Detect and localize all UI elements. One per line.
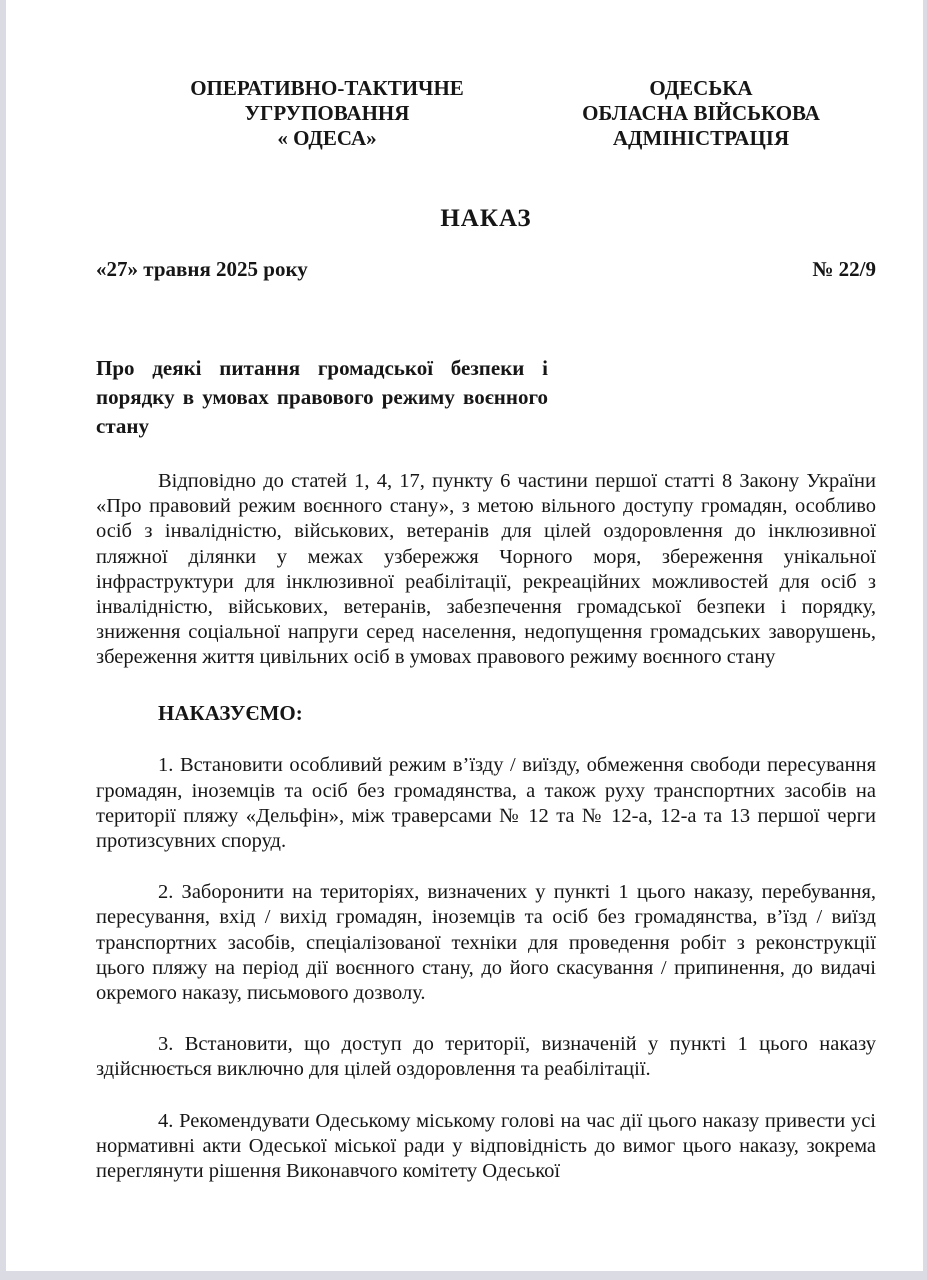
order-item-4: 4. Рекомендувати Одеському міському голові на час дії цього наказу привести усі нормативні акти Одеської міської ради у відповідність до вимог цього наказу, зокрема переглянути рішення Виконавчого комітету Одеської: [96, 1109, 876, 1183]
order-number: № 22/9: [812, 257, 876, 281]
decree-heading: НАКАЗУЄМО:: [158, 700, 303, 725]
letterhead-right-line: ОБЛАСНА ВІЙСЬКОВА: [582, 101, 820, 125]
letterhead-left-line: ОПЕРАТИВНО-ТАКТИЧНЕ: [190, 76, 464, 100]
issuing-authority-left: [182, 76, 472, 151]
order-item-3: 3. Встановити, що доступ до території, визначеній у пункті 1 цього наказу здійснюється виключно для цілей оздоровлення та реабілітації.: [96, 1033, 876, 1081]
order-subject: Про деякі питання громадської безпеки і порядку в умовах правового режиму воєнного стану: [96, 356, 548, 438]
order-item-1: 1. Встановити особливий режим в’їзду / виїзду, обмеження свободи пересування громадян, іноземців та осіб без громадянства, а також руху транспортних засобів на території пляжу «Дельфін», між траверсами № 12 та № 12-а, 12-а та 13 першої черги протизсувних споруд.: [96, 754, 876, 853]
order-body: [96, 469, 876, 1184]
document-title: НАКАЗ: [440, 205, 532, 232]
letterhead-right-line: ОДЕСЬКА: [649, 76, 753, 100]
date-number-row: [96, 257, 876, 282]
order-item-2: 2. Заборонити на територіях, визначених у пункті 1 цього наказу, перебування, пересування, вхід / вихід громадян, іноземців та осіб без громадянства, в’їзд / виїзд транспортних засобів, спеціалізованої техніки для проведення робіт з реконструкції цього пляжу на період дії воєнного стану, до його скасування / припинення, до видачі окремого наказу, письмового дозволу.: [96, 881, 876, 1005]
letterhead-left-line: « ОДЕСА»: [277, 126, 377, 150]
letterhead-right-line: АДМІНІСТРАЦІЯ: [612, 126, 790, 150]
letterhead-left-line: УГРУПОВАННЯ: [244, 101, 410, 125]
document-sheet: [6, 0, 923, 1271]
order-date: «27» травня 2025 року: [96, 257, 308, 281]
letterhead: [96, 0, 876, 151]
issuing-authority-right: [574, 76, 828, 151]
preamble-paragraph: Відповідно до статей 1, 4, 17, пункту 6 частини першої статті 8 Закону України «Про правовий режим воєнного стану», з метою вільного доступу громадян, особливо осіб з інвалідністю, військових, ветеранів для цілей оздоровлення до інклюзивної пляжної ділянки у межах узбережжя Чорного моря, збереження унікальної інфраструктури для інклюзивної реабілітації, рекреаційних можливостей для осіб з інвалідністю, військових, ветеранів, забезпечення громадської безпеки і порядку, зниження соціальної напруги серед населення, недопущення громадських заворушень, збереження життя цивільних осіб в умовах правового режиму воєнного стану: [96, 470, 876, 669]
document-content: [6, 0, 923, 1184]
